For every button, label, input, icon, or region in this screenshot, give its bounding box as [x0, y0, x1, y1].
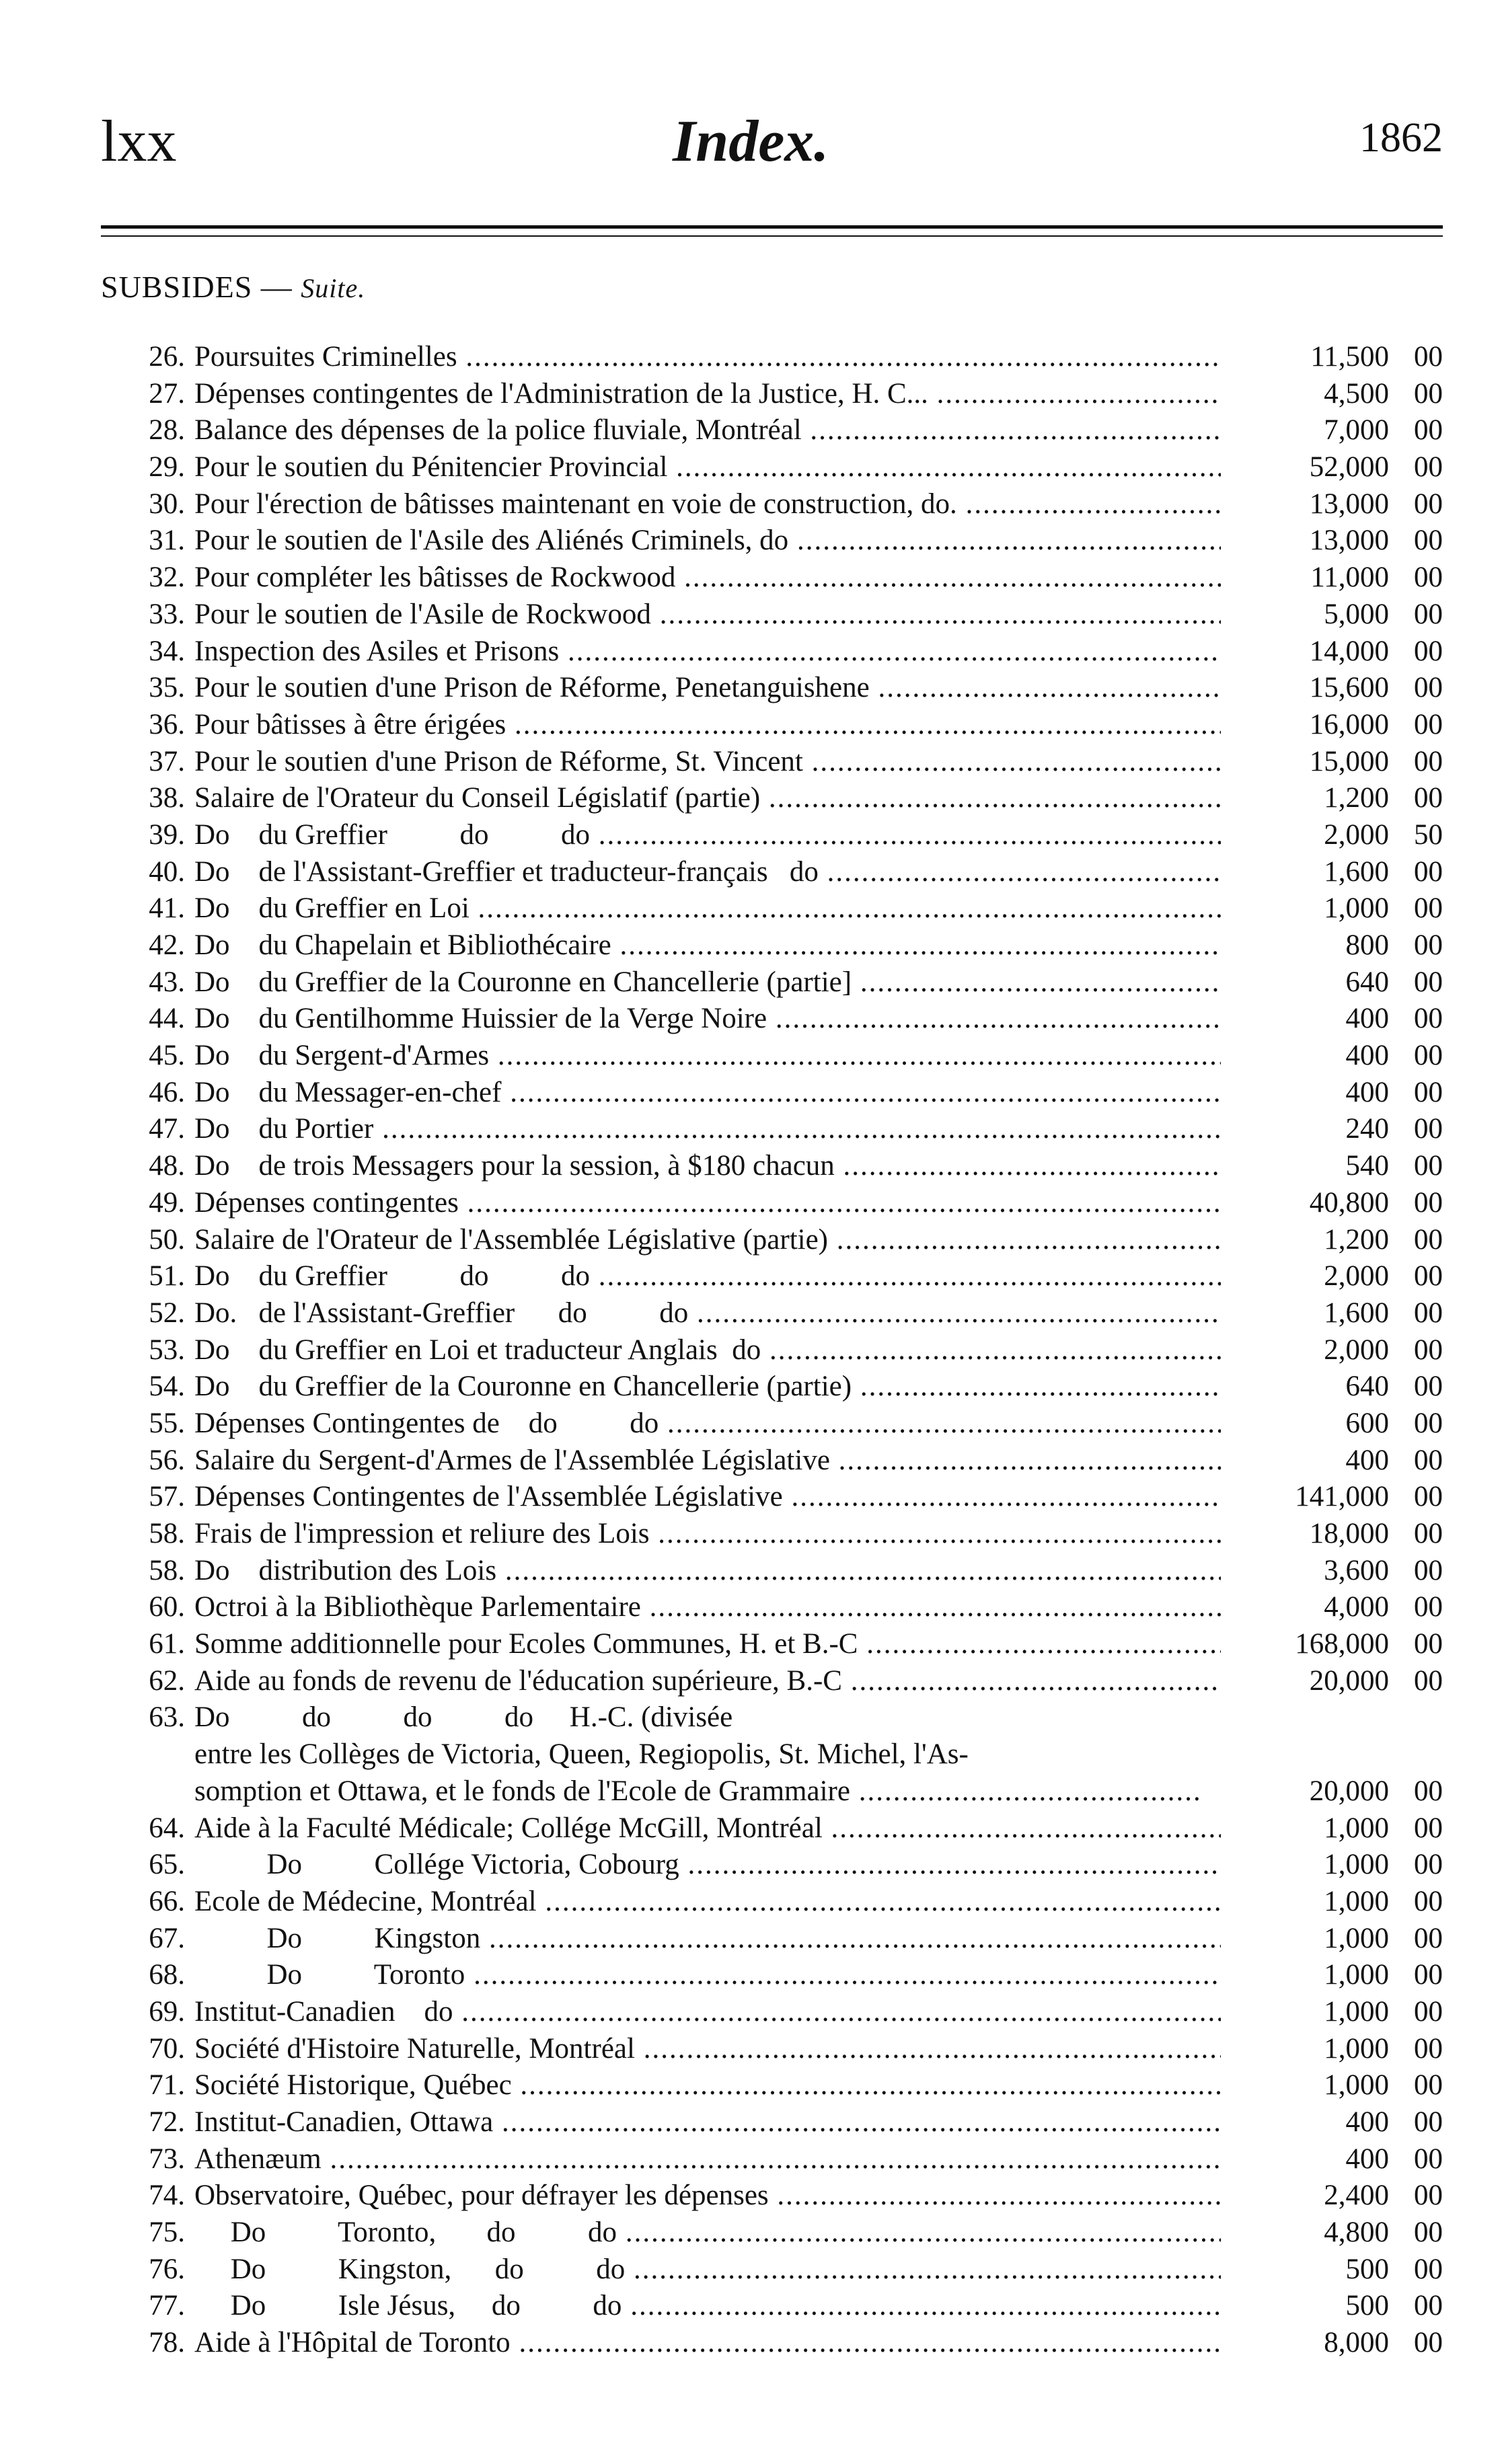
- entry-description: Salaire de l'Orateur de l'Assemblée Législative (partie) .....: [194, 1222, 1221, 1259]
- entry-description: Pour le soutien d'une Prison de Réforme, St. Vincent .....: [194, 744, 1221, 781]
- entry-description-line: Do do do do H.-C. (divisée: [194, 1701, 733, 1734]
- list-item: [111, 670, 1443, 707]
- list-item: [111, 1222, 1443, 1259]
- list-item: [111, 1111, 1443, 1148]
- entry-cents: 00: [1414, 1849, 1443, 1881]
- entry-cents: 00: [1414, 1628, 1443, 1660]
- entry-amount: 1,600: [1324, 1297, 1389, 1329]
- entry-amount: 640: [1345, 966, 1389, 998]
- entry-cents: 00: [1414, 2143, 1443, 2175]
- entry-description: Aide à l'Hôpital de Toronto .....: [194, 2325, 1221, 2362]
- entry-cents: 00: [1414, 2106, 1443, 2139]
- entry-cents: 00: [1414, 2327, 1443, 2359]
- entry-cents: 00: [1414, 341, 1443, 373]
- entry-cents: 00: [1414, 1444, 1443, 1476]
- list-item: [111, 1626, 1443, 1663]
- entry-description: Do du Chapelain et Bibliothécaire .....: [194, 927, 1221, 964]
- entry-cents: 00: [1414, 892, 1443, 925]
- entry-description: Do distribution des Lois .....: [194, 1553, 1221, 1590]
- entry-amount: 1,000: [1324, 2032, 1389, 2065]
- list-item: [111, 2215, 1443, 2251]
- entry-description: Pour bâtisses à être érigées .....: [194, 707, 1221, 744]
- entry-description-line: somption et Ottawa, et le fonds de l'Ecole de Grammaire .....: [194, 1773, 1221, 1810]
- entry-amount: 15,600: [1309, 672, 1389, 704]
- entry-number: 33.: [149, 598, 185, 630]
- list-item: [111, 560, 1443, 596]
- entry-description: Société Historique, Québec .....: [194, 2067, 1221, 2104]
- entry-cents: 00: [1414, 1591, 1443, 1623]
- entry-cents: 00: [1414, 2290, 1443, 2322]
- entry-description: Pour le soutien du Pénitencier Provincial .....: [194, 449, 1221, 486]
- entry-description: Octroi à la Bibliothèque Parlementaire .....: [194, 1589, 1221, 1626]
- list-item: [111, 1810, 1443, 1847]
- list-item: [111, 2288, 1443, 2325]
- entry-amount: 141,000: [1295, 1481, 1389, 1513]
- list-item: [111, 1589, 1443, 1626]
- entry-number: 77.: [149, 2290, 185, 2322]
- entry-amount: 4,800: [1324, 2217, 1389, 2249]
- entry-number: 63.: [149, 1701, 185, 1734]
- list-item: [111, 2031, 1443, 2068]
- entry-description: Pour le soutien de l'Asile de Rockwood .....: [194, 596, 1221, 633]
- entry-amount: 400: [1345, 1076, 1389, 1108]
- entry-number: 76.: [149, 2253, 185, 2285]
- list-item: [111, 1295, 1443, 1332]
- entry-cents: 00: [1414, 1664, 1443, 1697]
- entry-amount: 600: [1345, 1407, 1389, 1439]
- entry-list: [111, 339, 1443, 2362]
- entry-amount: 13,000: [1309, 525, 1389, 557]
- entry-cents: 00: [1414, 2217, 1443, 2249]
- entry-cents: 00: [1414, 1995, 1443, 2028]
- section-title: SUBSIDES: [101, 270, 253, 304]
- entry-amount: 500: [1345, 2253, 1389, 2285]
- entry-number: 39.: [149, 818, 185, 851]
- list-item: [111, 633, 1443, 670]
- entry-number: 48.: [149, 1150, 185, 1182]
- entry-number: 62.: [149, 1664, 185, 1697]
- entry-description: Do du Messager-en-chef .....: [194, 1075, 1221, 1112]
- list-item: [111, 412, 1443, 449]
- list-item: [111, 1148, 1443, 1185]
- entry-amount: 640: [1345, 1371, 1389, 1403]
- entry-number: 47.: [149, 1113, 185, 1145]
- list-item: [111, 1442, 1443, 1479]
- entry-number: 56.: [149, 1444, 185, 1476]
- section-suffix: Suite.: [301, 273, 366, 303]
- entry-amount: 2,400: [1324, 2180, 1389, 2212]
- entry-number: 60.: [149, 1591, 185, 1623]
- list-item: [111, 339, 1443, 376]
- list-item: [111, 449, 1443, 486]
- entry-description: Société d'Histoire Naturelle, Montréal .....: [194, 2031, 1221, 2068]
- entry-number: 28.: [149, 414, 185, 447]
- entry-number: 67.: [149, 1922, 185, 1954]
- list-item: [111, 927, 1443, 964]
- entry-cents: 00: [1414, 1150, 1443, 1182]
- entry-amount: 1,000: [1324, 1959, 1389, 1991]
- entry-number: 38.: [149, 782, 185, 814]
- list-item: [111, 1921, 1443, 1958]
- entry-amount: 1,000: [1324, 1812, 1389, 1844]
- entry-number: 66.: [149, 1885, 185, 1917]
- entry-amount: 16,000: [1309, 708, 1389, 740]
- entry-description: Institut-Canadien, Ottawa .....: [194, 2104, 1221, 2141]
- entry-amount: 8,000: [1324, 2327, 1389, 2359]
- entry-cents: 00: [1414, 1775, 1443, 1807]
- entry-cents: 00: [1414, 451, 1443, 484]
- entry-amount: 1,000: [1324, 892, 1389, 925]
- entry-number: 44.: [149, 1003, 185, 1035]
- entry-cents: 00: [1414, 929, 1443, 961]
- entry-cents: 00: [1414, 635, 1443, 667]
- entry-description: Salaire du Sergent-d'Armes de l'Assemblée Législative .....: [194, 1442, 1221, 1479]
- entry-cents: 00: [1414, 708, 1443, 740]
- entry-number: 32.: [149, 562, 185, 594]
- entry-description: Dépenses Contingentes de l'Assemblée Législative .....: [194, 1479, 1221, 1516]
- entry-description: Aide au fonds de revenu de l'éducation supérieure, B.-C .....: [194, 1663, 1221, 1700]
- entry-cents: 00: [1414, 1959, 1443, 1991]
- header-rule-thin: [101, 235, 1443, 237]
- entry-amount: 2,000: [1324, 1260, 1389, 1293]
- entry-description: Do du Greffier en Loi .....: [194, 890, 1221, 927]
- entry-description: Do. de l'Assistant-Greffier do do .....: [194, 1295, 1221, 1332]
- entry-description: Do Toronto .....: [194, 1957, 1221, 1994]
- entry-description: Ecole de Médecine, Montréal .....: [194, 1884, 1221, 1921]
- entry-cents: 00: [1414, 1223, 1443, 1256]
- entry-number: 50.: [149, 1223, 185, 1256]
- entry-cents: 00: [1414, 2180, 1443, 2212]
- entry-number: 69.: [149, 1995, 185, 2028]
- entry-number: 58.: [149, 1554, 185, 1586]
- entry-amount: 540: [1345, 1150, 1389, 1182]
- entry-number: 71.: [149, 2069, 185, 2102]
- page-year: 1862: [1359, 115, 1443, 161]
- entry-cents: 00: [1414, 525, 1443, 557]
- entry-number: 46.: [149, 1076, 185, 1108]
- entry-amount: 800: [1345, 929, 1389, 961]
- list-item: [111, 780, 1443, 817]
- entry-number: 34.: [149, 635, 185, 667]
- entry-cents: 00: [1414, 1076, 1443, 1108]
- entry-cents: 00: [1414, 488, 1443, 520]
- entry-number: 68.: [149, 1959, 185, 1991]
- entry-description: Do du Gentilhomme Huissier de la Verge Noire .....: [194, 1001, 1221, 1038]
- entry-cents: 00: [1414, 2253, 1443, 2285]
- entry-description: Somme additionnelle pour Ecoles Communes, H. et B.-C .....: [194, 1626, 1221, 1663]
- entry-description: Pour le soutien d'une Prison de Réforme, Penetanguishene .....: [194, 670, 1221, 707]
- entry-cents: 00: [1414, 562, 1443, 594]
- list-item: [111, 817, 1443, 854]
- entry-description: Dépenses Contingentes de do do .....: [194, 1406, 1221, 1442]
- entry-cents: 00: [1414, 1113, 1443, 1145]
- entry-number: 57.: [149, 1481, 185, 1513]
- entry-number: 51.: [149, 1260, 185, 1293]
- page-number: lxx: [101, 109, 177, 174]
- list-item: [111, 1258, 1443, 1295]
- list-item: [111, 1185, 1443, 1222]
- list-item: [111, 2325, 1443, 2362]
- entry-cents: 00: [1414, 966, 1443, 998]
- entry-description: Do du Greffier en Loi et traducteur Anglais do .....: [194, 1332, 1221, 1369]
- entry-amount: 4,000: [1324, 1591, 1389, 1623]
- entry-description: Do Kingston .....: [194, 1921, 1221, 1958]
- list-item: [111, 964, 1443, 1001]
- entry-amount: 400: [1345, 1444, 1389, 1476]
- entry-description: Do du Greffier do do .....: [194, 817, 1221, 854]
- list-item: [111, 854, 1443, 891]
- list-item: [111, 1075, 1443, 1112]
- entry-number: 29.: [149, 451, 185, 484]
- entry-amount: 1,000: [1324, 1885, 1389, 1917]
- entry-amount: 5,000: [1324, 598, 1389, 630]
- entry-description: Do de trois Messagers pour la session, à $180 chacun .....: [194, 1148, 1221, 1185]
- entry-description: Pour compléter les bâtisses de Rockwood .....: [194, 560, 1221, 596]
- entry-amount: 1,000: [1324, 1922, 1389, 1954]
- entry-number: 74.: [149, 2180, 185, 2212]
- entry-number: 40.: [149, 855, 185, 888]
- entry-number: 64.: [149, 1812, 185, 1844]
- entry-amount: 3,600: [1324, 1554, 1389, 1586]
- list-item: [111, 1369, 1443, 1406]
- entry-description: Do de l'Assistant-Greffier et traducteur-français do .....: [194, 854, 1221, 891]
- list-item: [111, 707, 1443, 744]
- entry-cents: 00: [1414, 1885, 1443, 1917]
- entry-amount: 11,000: [1310, 562, 1389, 594]
- entry-cents: 00: [1414, 1040, 1443, 1072]
- section-heading: SUBSIDES — Suite.: [101, 270, 366, 304]
- entry-number: 43.: [149, 966, 185, 998]
- entry-number: 70.: [149, 2032, 185, 2065]
- entry-cents: 00: [1414, 1003, 1443, 1035]
- entry-number: 42.: [149, 929, 185, 961]
- entry-description: [194, 1699, 1221, 1810]
- entry-description-line: entre les Collèges de Victoria, Queen, Regiopolis, St. Michel, l'As-: [194, 1738, 969, 1771]
- entry-description: Do Toronto, do do .....: [194, 2215, 1221, 2251]
- entry-number: 49.: [149, 1186, 185, 1219]
- entry-description: Do du Portier .....: [194, 1111, 1221, 1148]
- entry-amount: 40,800: [1309, 1186, 1389, 1219]
- entry-description: Dépenses contingentes de l'Administration de la Justice, H. C... .....: [194, 376, 1221, 413]
- entry-cents: 00: [1414, 2069, 1443, 2102]
- entry-description: Do du Sergent-d'Armes .....: [194, 1038, 1221, 1075]
- entry-number: 65.: [149, 1849, 185, 1881]
- list-item: [111, 1847, 1443, 1884]
- entry-cents: 00: [1414, 745, 1443, 777]
- entry-cents: 00: [1414, 1812, 1443, 1844]
- entry-amount: 20,000: [1309, 1775, 1389, 1807]
- list-item: [111, 523, 1443, 560]
- entry-number: 45.: [149, 1040, 185, 1072]
- entry-cents: 00: [1414, 672, 1443, 704]
- entry-cents: 00: [1414, 1481, 1443, 1513]
- entry-amount: 1,000: [1324, 1849, 1389, 1881]
- entry-description: Aide à la Faculté Médicale; Collége McGill, Montréal .....: [194, 1810, 1221, 1847]
- list-item: [111, 2251, 1443, 2288]
- entry-cents: 00: [1414, 1297, 1443, 1329]
- entry-number: 27.: [149, 377, 185, 410]
- entry-cents: 00: [1414, 1554, 1443, 1586]
- entry-amount: 20,000: [1309, 1664, 1389, 1697]
- entry-cents: 00: [1414, 377, 1443, 410]
- list-item: [111, 1479, 1443, 1516]
- entry-number: 35.: [149, 672, 185, 704]
- entry-amount: 400: [1345, 2106, 1389, 2139]
- entry-description: Do du Greffier de la Couronne en Chancellerie (partie] .....: [194, 964, 1221, 1001]
- entry-cents: 00: [1414, 1371, 1443, 1403]
- entry-number: 78.: [149, 2327, 185, 2359]
- entry-amount: 240: [1345, 1113, 1389, 1145]
- entry-description: Observatoire, Québec, pour défrayer les dépenses .....: [194, 2178, 1221, 2215]
- entry-number: 53.: [149, 1334, 185, 1366]
- entry-amount: 14,000: [1309, 635, 1389, 667]
- entry-description: Institut-Canadien do .....: [194, 1994, 1221, 2031]
- entry-description: Inspection des Asiles et Prisons .....: [194, 633, 1221, 670]
- list-item: [111, 2104, 1443, 2141]
- entry-amount: 1,600: [1324, 855, 1389, 888]
- entry-description: Do du Greffier de la Couronne en Chancellerie (partie) .....: [194, 1369, 1221, 1406]
- entry-amount: 52,000: [1309, 451, 1389, 484]
- entry-number: 61.: [149, 1628, 185, 1660]
- entry-number: 31.: [149, 525, 185, 557]
- list-item: [111, 376, 1443, 413]
- entry-amount: 400: [1345, 2143, 1389, 2175]
- entry-number: 54.: [149, 1371, 185, 1403]
- list-item: [111, 2141, 1443, 2178]
- entry-number: 37.: [149, 745, 185, 777]
- entry-number: 75.: [149, 2217, 185, 2249]
- entry-amount: 168,000: [1295, 1628, 1389, 1660]
- entry-description: Frais de l'impression et reliure des Lois .....: [194, 1516, 1221, 1553]
- entry-amount: 400: [1345, 1040, 1389, 1072]
- entry-description: Do Isle Jésus, do do .....: [194, 2288, 1221, 2325]
- entry-amount: 2,000: [1324, 818, 1389, 851]
- entry-amount: 1,000: [1324, 2069, 1389, 2102]
- list-item: [111, 596, 1443, 633]
- list-item: [111, 2067, 1443, 2104]
- list-item: [111, 1516, 1443, 1553]
- entry-number: 52.: [149, 1297, 185, 1329]
- list-item: [111, 1699, 1443, 1810]
- entry-number: 26.: [149, 341, 185, 373]
- entry-description: Athenæum .....: [194, 2141, 1221, 2178]
- entry-amount: 1,200: [1324, 782, 1389, 814]
- entry-description: Pour l'érection de bâtisses maintenant en voie de construction, do. .....: [194, 486, 1221, 523]
- list-item: [111, 1001, 1443, 1038]
- entry-cents: 00: [1414, 598, 1443, 630]
- entry-amount: 13,000: [1309, 488, 1389, 520]
- list-item: [111, 1957, 1443, 1994]
- entry-amount: 7,000: [1324, 414, 1389, 447]
- entry-amount: 18,000: [1309, 1518, 1389, 1549]
- entry-amount: 400: [1345, 1003, 1389, 1035]
- list-item: [111, 486, 1443, 523]
- entry-amount: 2,000: [1324, 1334, 1389, 1366]
- entry-number: 55.: [149, 1407, 185, 1439]
- entry-cents: 00: [1414, 2032, 1443, 2065]
- entry-number: 36.: [149, 708, 185, 740]
- entry-cents: 00: [1414, 1922, 1443, 1954]
- entry-cents: 00: [1414, 1186, 1443, 1219]
- entry-description: Poursuites Criminelles .....: [194, 339, 1221, 376]
- list-item: [111, 1332, 1443, 1369]
- entry-number: 41.: [149, 892, 185, 925]
- entry-number: 58.: [149, 1518, 185, 1549]
- entry-cents: 00: [1414, 1407, 1443, 1439]
- entry-number: 72.: [149, 2106, 185, 2139]
- entry-amount: 1,200: [1324, 1223, 1389, 1256]
- entry-description: Do Kingston, do do .....: [194, 2251, 1221, 2288]
- entry-number: 30.: [149, 488, 185, 520]
- entry-cents: 00: [1414, 855, 1443, 888]
- list-item: [111, 1038, 1443, 1075]
- page-title: Index.: [673, 109, 829, 174]
- list-item: [111, 2178, 1443, 2215]
- entry-cents: 00: [1414, 1260, 1443, 1293]
- entry-amount: 11,500: [1310, 341, 1389, 373]
- entry-number: 73.: [149, 2143, 185, 2175]
- list-item: [111, 890, 1443, 927]
- header-rule-thick: [101, 225, 1443, 229]
- entry-description: Salaire de l'Orateur du Conseil Législatif (partie) .....: [194, 780, 1221, 817]
- list-item: [111, 744, 1443, 781]
- page-header: [101, 108, 1443, 182]
- entry-cents: 00: [1414, 782, 1443, 814]
- entry-amount: 4,500: [1324, 377, 1389, 410]
- entry-description: Balance des dépenses de la police fluviale, Montréal .....: [194, 412, 1221, 449]
- entry-amount: 15,000: [1309, 745, 1389, 777]
- entry-cents: 50: [1414, 818, 1443, 851]
- list-item: [111, 1406, 1443, 1442]
- entry-cents: 00: [1414, 1334, 1443, 1366]
- list-item: [111, 1553, 1443, 1590]
- entry-cents: 00: [1414, 414, 1443, 447]
- entry-description: Pour le soutien de l'Asile des Aliénés Criminels, do .....: [194, 523, 1221, 560]
- entry-description: Do du Greffier do do .....: [194, 1258, 1221, 1295]
- list-item: [111, 1994, 1443, 2031]
- entry-amount: 1,000: [1324, 1995, 1389, 2028]
- list-item: [111, 1663, 1443, 1700]
- entry-description: Do Collége Victoria, Cobourg .....: [194, 1847, 1221, 1884]
- entry-description: Dépenses contingentes .....: [194, 1185, 1221, 1222]
- entry-cents: 00: [1414, 1518, 1443, 1549]
- entry-amount: 500: [1345, 2290, 1389, 2322]
- list-item: [111, 1884, 1443, 1921]
